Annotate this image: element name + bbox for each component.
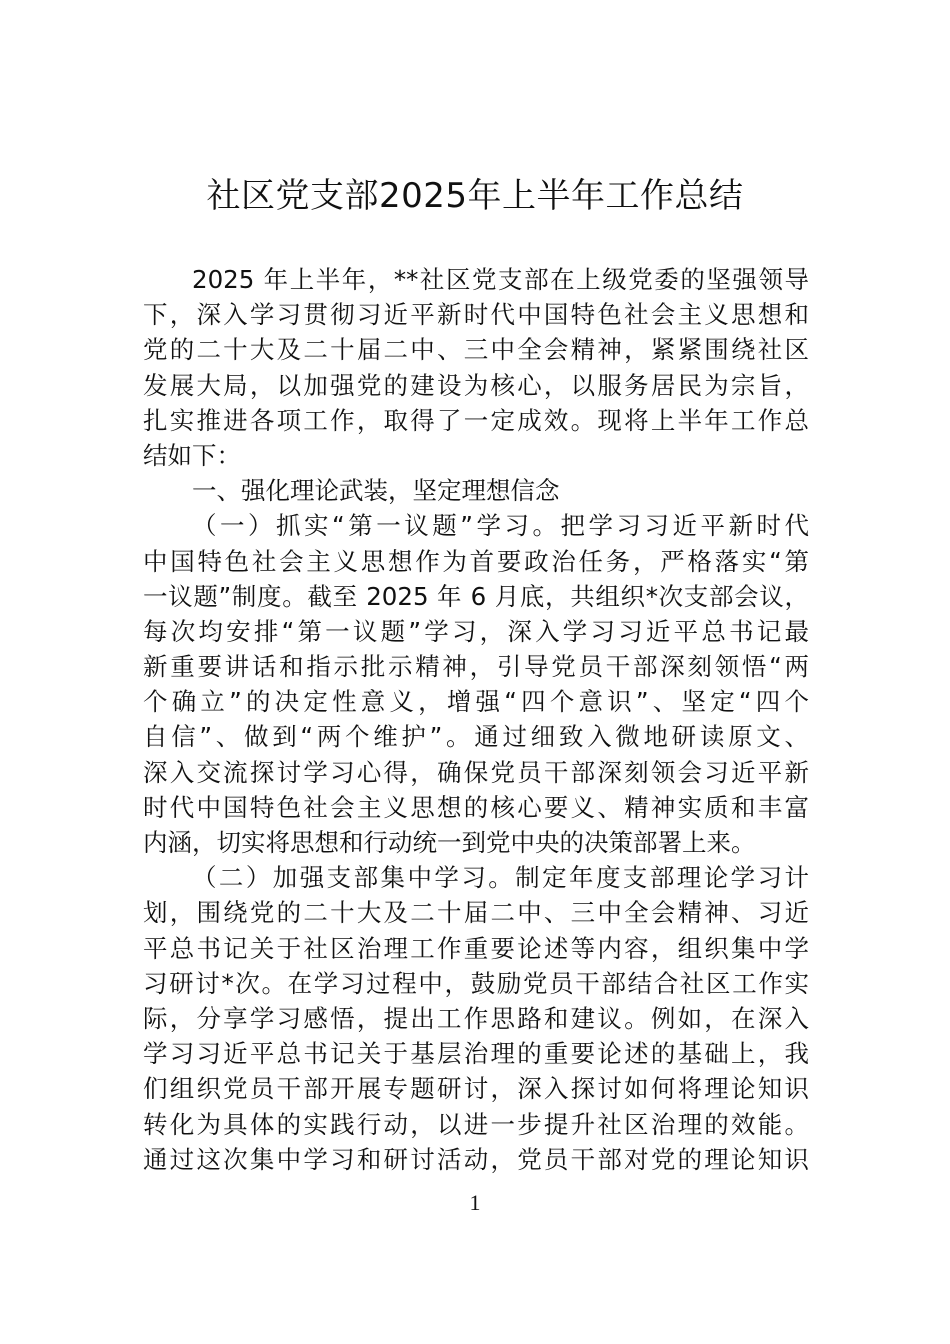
text-line: 时代中国特色社会主义思想的核心要义、精神实质和丰富 <box>143 792 809 822</box>
text-line: 2025 年上半年，**社区党支部在上级党委的坚强领导 <box>192 265 809 294</box>
text-line: 一议题”制度。截至 2025 年 6 月底，共组织*次支部会议， <box>143 581 809 611</box>
page-number: 1 <box>469 1190 481 1215</box>
text-line: 平总书记关于社区治理工作重要论述等内容，组织集中学 <box>143 933 809 963</box>
text-line: 扎实推进各项工作，取得了一定成效。现将上半年工作总 <box>143 405 809 435</box>
text-line: 党的二十大及二十届二中、三中全会精神，紧紧围绕社区 <box>143 335 809 365</box>
text-line: 中国特色社会主义思想作为首要政治任务，严格落实“第 <box>143 546 809 576</box>
text-line: 新重要讲话和指示批示精神，引导党员干部深刻领悟“两 <box>143 652 809 682</box>
document-body <box>143 262 809 1177</box>
text-line: 个确立”的决定性意义，增强“四个意识”、坚定“四个 <box>143 687 809 717</box>
text-line: 通过这次集中学习和研讨活动，党员干部对党的理论知识 <box>143 1144 809 1174</box>
text-line: 下，深入学习贯彻习近平新时代中国特色社会主义思想和 <box>143 300 809 330</box>
text-line: 自信”、做到“两个维护”。通过细致入微地研读原文、 <box>143 722 809 752</box>
document-title: 社区党支部2025年上半年工作总结 <box>206 176 744 216</box>
section-heading: 一、强化理论武装，坚定理想信念 <box>192 476 560 506</box>
text-line: 内涵，切实将思想和行动统一到党中央的决策部署上来。 <box>143 828 756 857</box>
text-line: 转化为具体的实践行动，以进一步提升社区治理的效能。 <box>143 1109 809 1139</box>
text-line: 们组织党员干部开展专题研讨，深入探讨如何将理论知识 <box>143 1074 809 1104</box>
text-line: 习研讨*次。在学习过程中，鼓励党员干部结合社区工作实 <box>143 968 809 998</box>
text-line: （一）抓实“第一议题”学习。把学习习近平新时代 <box>192 511 809 541</box>
text-line: （二）加强支部集中学习。制定年度支部理论学习计 <box>192 863 809 893</box>
text-line: 学习习近平总书记关于基层治理的重要论述的基础上，我 <box>143 1039 809 1069</box>
text-line: 际，分享学习感悟，提出工作思路和建议。例如，在深入 <box>143 1003 809 1033</box>
text-line: 结如下： <box>143 440 241 470</box>
text-line: 深入交流探讨学习心得，确保党员干部深刻领会习近平新 <box>143 757 809 787</box>
text-line: 划，围绕党的二十大及二十届二中、三中全会精神、习近 <box>143 898 809 928</box>
text-line: 每次均安排“第一议题”学习，深入学习习近平总书记最 <box>143 616 809 646</box>
text-line: 发展大局，以加强党的建设为核心，以服务居民为宗旨， <box>143 370 809 400</box>
